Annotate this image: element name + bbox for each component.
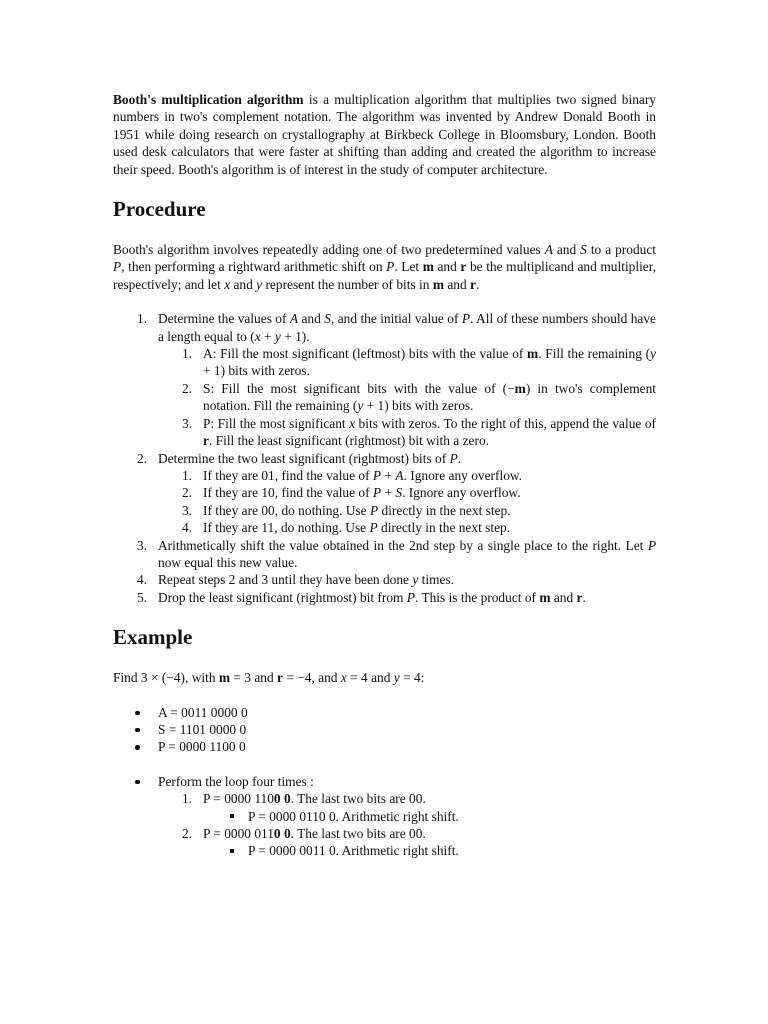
step-number: 3. bbox=[136, 537, 147, 553]
bullet-icon bbox=[135, 745, 140, 750]
loop-label: Perform the loop four times : bbox=[158, 773, 314, 789]
substep bbox=[158, 345, 656, 380]
substep bbox=[158, 484, 656, 501]
document-content bbox=[113, 91, 656, 860]
list-item bbox=[113, 773, 656, 860]
list-item: P = 0000 0011 0. Arithmetic right shift. bbox=[203, 842, 656, 859]
substep-number: 3. bbox=[181, 415, 192, 431]
loop-step-number: 2. bbox=[181, 826, 192, 841]
loop-substep-list bbox=[203, 842, 656, 859]
bullet-icon bbox=[135, 711, 140, 716]
substep-number: 3. bbox=[181, 502, 192, 518]
loop-step bbox=[158, 825, 656, 860]
substep-number: 2. bbox=[181, 380, 192, 396]
substep-number: 4. bbox=[181, 520, 192, 536]
step-text: Determine the two least significant (rightmost) bits of P. bbox=[158, 450, 462, 466]
list-item: P = 0000 0110 0. Arithmetic right shift. bbox=[203, 808, 656, 825]
initial-values-list bbox=[113, 704, 656, 756]
step-text: Repeat steps 2 and 3 until they have been done y times. bbox=[158, 572, 455, 588]
square-bullet-icon bbox=[230, 814, 234, 818]
substeps-list bbox=[158, 467, 656, 537]
step-number: 4. bbox=[136, 572, 147, 588]
substep-text: If they are 00, do nothing. Use P directly in the next step. bbox=[203, 502, 511, 518]
substep-text: P: Fill the most significant x bits with zeros. To the right of this, append the value of r. Fill the least significant (rightmost) bit with a zero. bbox=[203, 415, 656, 449]
loop-steps-list bbox=[158, 790, 656, 860]
substep-number: 2. bbox=[181, 485, 192, 501]
intro-paragraph: Booth's multiplication algorithm is a multiplication algorithm that multiplies two signed binary numbers in two's complement notation. The algorithm was invented by Andrew Donald Booth in 1951 while doing research on crystallography at Birkbeck College in Bloomsbury, London. Booth used desk calculators that were faster at shifting than adding and created the algorithm to increase their speed. Booth's algorithm is of interest in the study of computer architecture. bbox=[113, 92, 656, 177]
loop-step-text: P = 0000 0110 0. The last two bits are 00. bbox=[203, 826, 426, 841]
procedure-step bbox=[113, 571, 656, 588]
substep-number: 1. bbox=[181, 467, 192, 483]
procedure-step bbox=[113, 450, 656, 537]
example-intro: Find 3 × (−4), with m = 3 and r = −4, and x = 4 and y = 4: bbox=[113, 670, 425, 686]
procedure-step bbox=[113, 310, 656, 449]
procedure-intro: Booth's algorithm involves repeatedly adding one of two predetermined values A and S to a product P, then performing a rightward arithmetic shift on P. Let m and r be the multiplicand and multiplier, respectively; and let x and y represent the number of bits in m and r. bbox=[113, 242, 657, 292]
step-number: 5. bbox=[136, 589, 147, 605]
substep bbox=[158, 415, 656, 450]
step-text: Arithmetically shift the value obtained in the 2nd step by a single place to the right. Let P now equal this new value. bbox=[158, 537, 656, 570]
substep bbox=[158, 467, 656, 484]
loop-step-text: P = 0000 1100 0. The last two bits are 00. bbox=[203, 791, 426, 807]
substeps-list bbox=[158, 345, 656, 449]
step-text: Drop the least significant (rightmost) bit from P. This is the product of m and r. bbox=[158, 589, 586, 605]
substep bbox=[158, 502, 656, 519]
substep bbox=[158, 519, 656, 536]
intro-term: Booth's multiplication algorithm bbox=[113, 92, 304, 107]
step-text: Determine the values of A and S, and the initial value of P. All of these numbers should have a length equal to (x + y + 1). bbox=[158, 311, 656, 344]
example-heading: Example bbox=[113, 625, 193, 650]
procedure-heading: Procedure bbox=[113, 197, 206, 222]
substep bbox=[158, 380, 656, 415]
list-item: P = 0000 1100 0 bbox=[113, 738, 656, 755]
list-item: A = 0011 0000 0 bbox=[113, 704, 656, 721]
square-bullet-icon bbox=[230, 849, 234, 853]
substep-text: S: Fill the most significant bits with the value of (−m) in two's complement notation. Fill the remaining (y + 1) bits with zeros. bbox=[203, 380, 656, 414]
loop-substep-list bbox=[203, 808, 656, 825]
procedure-step bbox=[113, 537, 656, 572]
procedure-steps-list bbox=[113, 310, 656, 606]
step-number: 2. bbox=[136, 450, 147, 466]
loop-step bbox=[158, 790, 656, 825]
procedure-step bbox=[113, 589, 656, 606]
substep-text: A: Fill the most significant (leftmost) bits with the value of m. Fill the remaining (y + 1) bits with zeros. bbox=[203, 346, 657, 379]
loop-list bbox=[113, 773, 656, 860]
substep-text: If they are 11, do nothing. Use P directly in the next step. bbox=[203, 520, 511, 536]
loop-step-number: 1. bbox=[181, 791, 192, 807]
step-number: 1. bbox=[136, 311, 147, 327]
substep-text: If they are 01, find the value of P + A. Ignore any overflow. bbox=[203, 467, 523, 483]
bullet-icon bbox=[135, 780, 140, 785]
substep-text: If they are 10, find the value of P + S. Ignore any overflow. bbox=[203, 485, 521, 501]
list-item: S = 1101 0000 0 bbox=[113, 721, 656, 738]
bullet-icon bbox=[135, 728, 140, 733]
substep-number: 1. bbox=[181, 346, 192, 362]
